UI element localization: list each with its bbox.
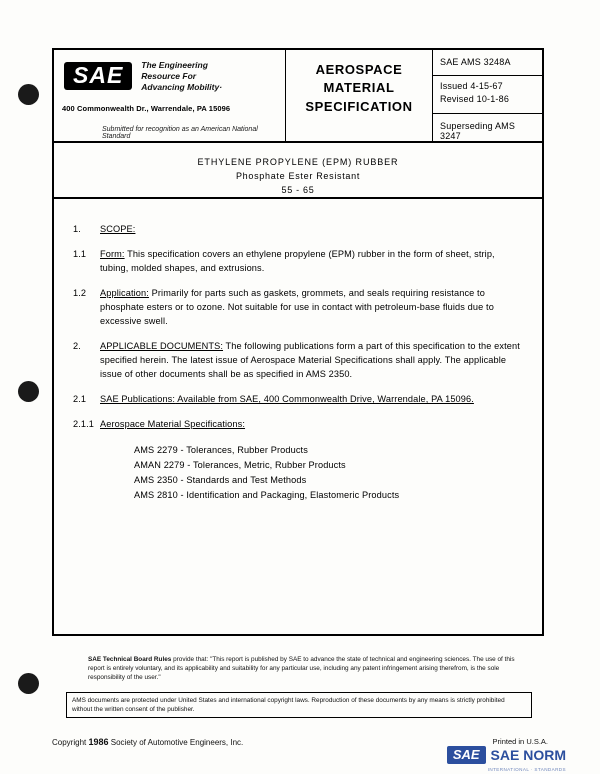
technical-board-rules-note [88,655,520,682]
revised-date: Revised 10-1-86 [440,94,510,105]
clause-text [100,340,522,382]
clause-body: The following publications form a part of this specification to the extent specified herein. The latest issue of Aerospace Material Specifications shall apply. The applicable issue of other documents shall be as specified in AMS 2350. [100,340,520,379]
sae-tagline [141,60,222,93]
clause-1 [70,223,522,237]
clause-heading: Aerospace Material Specifications: [100,418,246,429]
sae-norm-text: SAE NORM [490,747,566,763]
doc-type-line-2: MATERIAL [323,80,395,96]
copyright-prefix: Copyright [52,738,87,747]
clause-number: 1.2 [73,287,87,298]
clause-2-1-1 [70,418,522,432]
clause-number: 2.1 [73,393,87,404]
copyright-notice-box: AMS documents are protected under United States and international copyright laws. Reproduction of these documents by any means is strictly prohibited without the written consent of the publisher. [66,692,532,718]
doc-type-line-3: SPECIFICATION [305,98,413,114]
clause-heading: SAE Publications: [100,393,176,404]
tagline-line-2: Resource For [141,70,197,81]
rules-label: SAE Technical Board Rules [88,656,172,663]
sae-logo [64,60,222,93]
list-item: AMS 2810 - Identification and Packaging, Elastomeric Products [134,489,400,500]
referenced-documents-list [134,443,522,503]
clause-text [100,393,522,407]
clause-body: Primarily for parts such as gaskets, grommets, and seals requiring resistance to phosphate esters or to ozone. Not suitable for use in contact with petroleum-base fluids due to excessive swell. [100,287,494,326]
tagline-line-3: Advancing Mobility· [141,81,223,92]
doc-number: SAE AMS 3248A [433,50,542,76]
copyright-line [52,737,243,747]
clause-number: 1.1 [73,248,87,259]
superseding-note: Superseding AMS 3247 [440,121,516,141]
clause-heading: SCOPE: [100,224,136,234]
rules-text: provide that: "This report is published by SAE to advance the state of technical and engineering sciences. The use of this report is entirely voluntary, and its applicability and suitability for any particular use, including any patent infringement arising therefrom, is the sole responsibility of the user." [88,656,515,682]
clause-heading: Application: [100,287,149,298]
spec-title-block [54,143,542,199]
punch-hole-icon [18,84,39,105]
spec-title-line-2: Phosphate Ester Resistant [235,170,361,181]
clause-text [100,248,522,276]
sae-logo-badge: SAE [64,62,132,90]
doc-type-line-1: AEROSPACE [315,61,403,77]
document-frame [52,48,544,636]
clause-2-1 [70,393,522,407]
printed-in-line: Printed in U.S.A. [492,737,548,746]
tagline-line-1: The Engineering [141,60,208,70]
clause-number: 2. [73,340,81,351]
spec-title-line-3: 55 - 65 [281,184,315,195]
punch-hole-icon [18,381,39,402]
punch-hole-icon [18,673,39,694]
spec-title-line-1: ETHYLENE PROPYLENE (EPM) RUBBER [197,157,399,167]
clause-body: This specification covers an ethylene propylene (EPM) rubber in the form of sheet, strip, tubing, molded shapes, and extrusions. [100,248,495,273]
copyright-year: 1986 [88,737,109,747]
submitted-note: Submitted for recognition as an American National Standard [102,126,258,140]
clause-text [100,418,522,432]
publisher-address: 400 Commonwealth Dr., Warrendale, PA 15096 [62,104,231,113]
list-item: AMAN 2279 - Tolerances, Metric, Rubber Products [134,459,346,470]
header-center-cell [286,50,433,141]
clause-body: Available from SAE, 400 Commonwealth Drive, Warrendale, PA 15096. [175,393,474,404]
list-item: AMS 2279 - Tolerances, Rubber Products [134,444,308,455]
issued-date: Issued 4-15-67 [440,81,503,91]
issue-dates [433,76,542,114]
sae-norm-watermark [447,746,566,764]
document-header [54,50,542,143]
clause-1-1 [70,248,522,276]
clause-2 [70,340,522,382]
sae-norm-subtext: INTERNATIONAL · STANDARDS [487,767,566,772]
clause-number: 1. [73,224,81,234]
list-item: AMS 2350 - Standards and Test Methods [134,474,307,485]
clause-heading: Form: [100,248,125,259]
sae-norm-badge: SAE [447,746,486,764]
header-left-cell [54,50,286,141]
clause-heading: APPLICABLE DOCUMENTS: [100,340,224,351]
header-right-cell [433,50,542,141]
clause-text [100,223,522,237]
document-body [54,199,542,502]
copyright-suffix: Society of Automotive Engineers, Inc. [110,738,244,747]
clause-1-2 [70,287,522,329]
clause-text [100,287,522,329]
clause-number: 2.1.1 [73,418,95,429]
